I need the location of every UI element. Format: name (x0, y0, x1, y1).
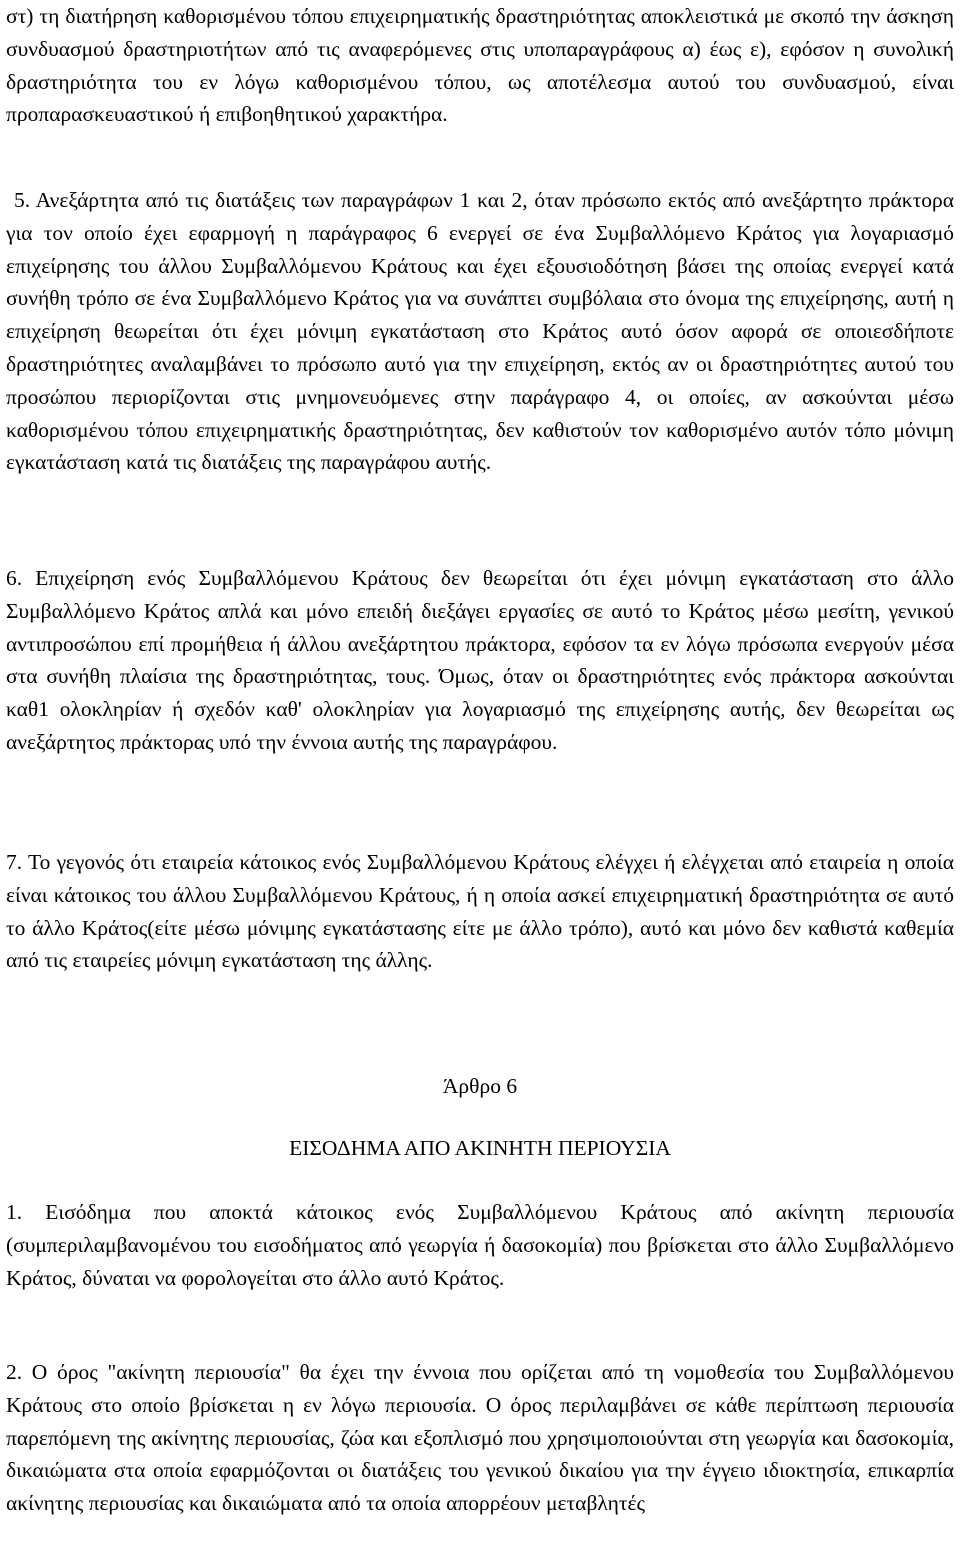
article6-paragraph-2: 2. Ο όρος "ακίνητη περιουσία" θα έχει την έννοια που ορίζεται από τη νομοθεσία του Συμβαλλόμενου Κράτους στο οποίο βρίσκεται η εν λόγω περιουσία. Ο όρος περιλαμβάνει σε κάθε περίπτωση περιουσία παρεπόμενη της ακίνητης περιουσίας, ζώα και εξοπλισμό που χρησιμοποιούνται στη γεωργία και δασοκομία, δικαιώματα στα οποία εφαρμόζονται οι διατάξεις του γενικού δικαίου για την έγγειο ιδιοκτησία, επικαρπία ακίνητης περιουσίας και δικαιώματα από τα οποία απορρέουν μεταβλητές (6, 1360, 954, 1516)
article-title: ΕΙΣΟΔΗΜΑ ΑΠΟ ΑΚΙΝΗΤΗ ΠΕΡΙΟΥΣΙΑ (289, 1136, 671, 1160)
article-heading: Άρθρο 6 (442, 1074, 518, 1098)
article6-paragraph-1: 1. Εισόδημα που αποκτά κάτοικος ενός Συμβαλλόμενου Κράτους από ακίνητη περιουσία (συμπεριλαμβανομένου του εισοδήματος από γεωργία ή δασοκομία) που βρίσκεται στο άλλο Συμβαλλόμενο Κράτος, δύναται να φορολογείται στο άλλο αυτό Κράτος. (6, 1200, 954, 1290)
paragraph-5: 5. Ανεξάρτητα από τις διατάξεις των παραγράφων 1 και 2, όταν πρόσωπο εκτός από ανεξάρτητο πράκτορα για τον οποίο έχει εφαρμογή η παράγραφος 6 ενεργεί σε ένα Συμβαλλόμενο Κράτος για λογαριασμό επιχείρησης του άλλου Συμβαλλόμενου Κράτους και έχει εξουσιοδότηση βάσει της οποίας ενεργεί κατά συνήθη τρόπο σε ένα Συμβαλλόμενο Κράτος για να συνάπτει συμβόλαια στο όνομα της επιχείρησης, αυτή η επιχείρηση θεωρείται ότι έχει μόνιμη εγκατάσταση στο Κράτος αυτό όσον αφορά σε οποιεσδήποτε δραστηριότητες αναλαμβάνει το πρόσωπο αυτό για την επιχείρηση, εκτός αν οι δραστηριότητες αυτού του προσώπου περιορίζονται στις μνημονευόμενες στην παράγραφο 4, οι οποίες, αν ασκούνται μέσω καθορισμένου τόπου επιχειρηματικής δραστηριότητας, δεν καθιστούν τον καθορισμένο αυτόν τόπο μόνιμη εγκατάσταση κατά τις διατάξεις της παραγράφου αυτής. (6, 188, 954, 475)
paragraph-6: 6. Επιχείρηση ενός Συμβαλλόμενου Κράτους δεν θεωρείται ότι έχει μόνιμη εγκατάσταση στο άλλο Συμβαλλόμενο Κράτος απλά και μόνο επειδή διεξάγει εργασίες σε αυτό το Κράτος μέσω μεσίτη, γενικού αντιπροσώπου επί προμήθεια ή άλλου ανεξάρτητου πράκτορα, εφόσον τα εν λόγω πρόσωπα ενεργούν μέσα στα συνήθη πλαίσια της δραστηριότητας, τους. Όμως, όταν οι δραστηριότητες ενός πράκτορα ασκούνται καθ1 ολοκληρίαν ή σχεδόν καθ' ολοκληρίαν για λογαριασμό της επιχείρησης αυτής, δεν θεωρείται ως ανεξάρτητος πράκτορας υπό την έννοια αυτής της παραγράφου. (6, 566, 954, 754)
paragraph-7: 7. Το γεγονός ότι εταιρεία κάτοικος ενός Συμβαλλόμενου Κράτους ελέγχει ή ελέγχεται από εταιρεία η οποία είναι κάτοικος του άλλου Συμβαλλόμενου Κράτους, ή η οποία ασκεί επιχειρηματική δραστηριότητα σε αυτό το άλλο Κράτος(είτε μέσω μόνιμης εγκατάστασης είτε με άλλο τρόπο), αυτό και μόνο δεν καθιστά καθεμία από τις εταιρείες μόνιμη εγκατάσταση της άλλης. (6, 850, 954, 973)
paragraph-st: στ) τη διατήρηση καθορισμένου τόπου επιχειρηματικής δραστηριότητας αποκλειστικά με σκοπό την άσκηση συνδυασμού δραστηριοτήτων από τις αναφερόμενες στις υποπαραγράφους α) έως ε), εφόσον η συνολική δραστηριότητα του εν λόγω καθορισμένου τόπου, ως αποτέλεσμα αυτού του συνδυασμού, είναι προπαρασκευαστικού ή επιβοηθητικού χαρακτήρα. (6, 4, 954, 127)
